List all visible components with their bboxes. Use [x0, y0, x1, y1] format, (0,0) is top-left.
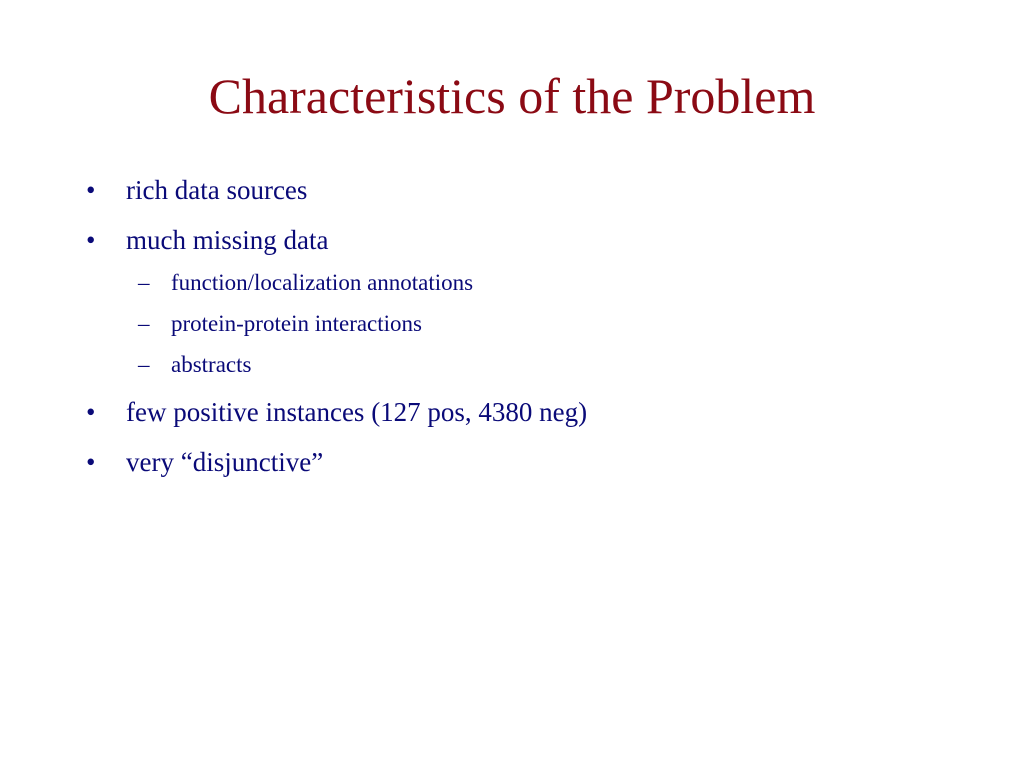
bullet-text: few positive instances (127 pos, 4380 neg): [126, 397, 588, 427]
sub-bullet-marker: –: [138, 352, 150, 377]
bullet-marker: •: [86, 447, 96, 477]
bullet-text: much missing data: [126, 225, 329, 255]
slide-title: Characteristics of the Problem: [208, 68, 816, 124]
bullet-text: very “disjunctive”: [126, 447, 324, 477]
sub-bullet-text: abstracts: [171, 352, 252, 377]
sub-bullet-marker: –: [138, 270, 150, 295]
bullet-text: rich data sources: [126, 175, 308, 205]
sub-bullet-text: function/localization annotations: [171, 270, 474, 295]
sub-bullet-text: protein-protein interactions: [171, 311, 423, 336]
bullet-marker: •: [86, 397, 96, 427]
bullet-marker: •: [86, 225, 96, 255]
bullet-marker: •: [86, 175, 96, 205]
sub-bullet-marker: –: [138, 311, 150, 336]
